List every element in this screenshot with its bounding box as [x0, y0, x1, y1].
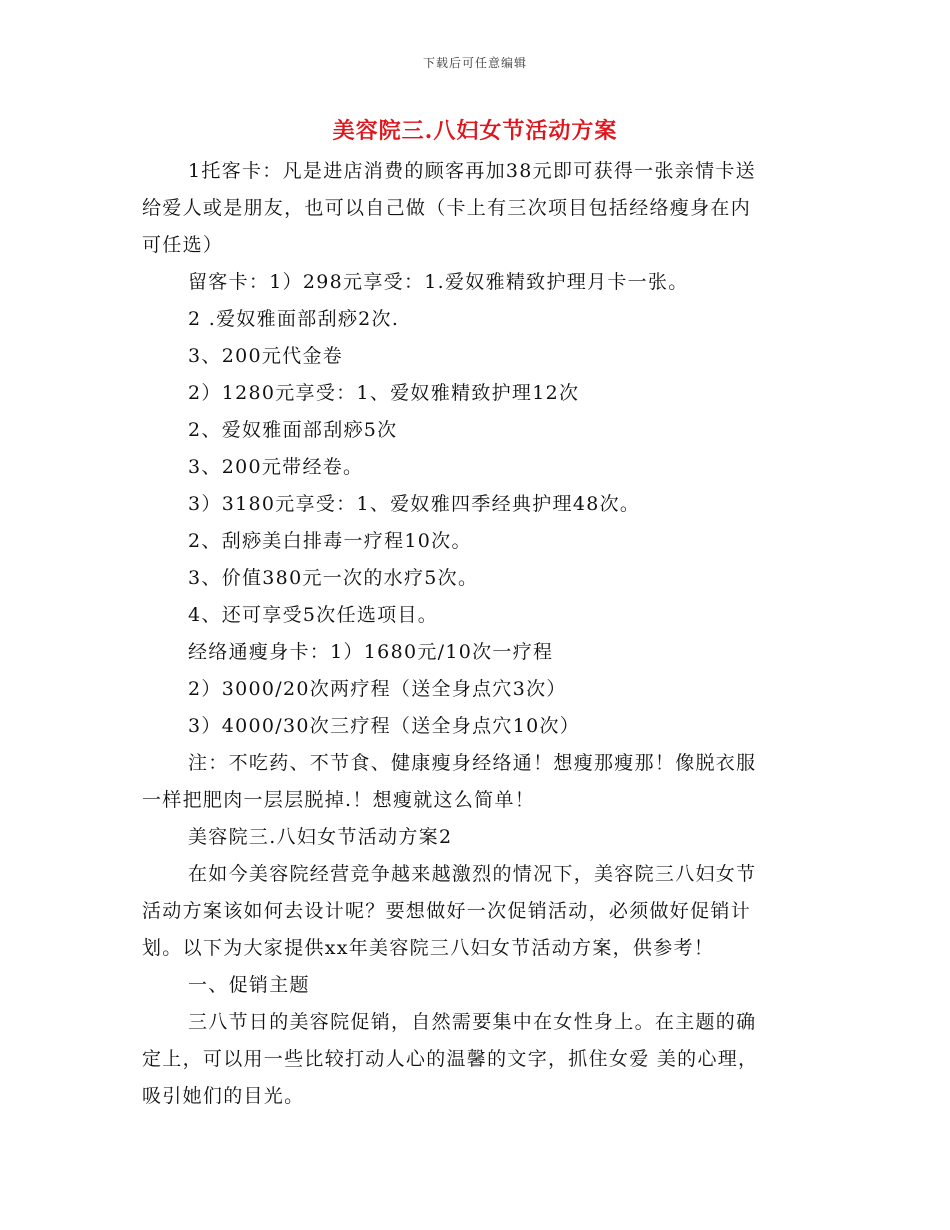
paragraph-item	[142, 597, 807, 634]
paragraph-item	[142, 449, 807, 486]
paragraph-theme	[142, 1004, 807, 1115]
text-line: 定上，可以用一些比较打动人心的温馨的文字，抓住女爱 美的心理，	[142, 1048, 759, 1070]
paragraph-item	[142, 375, 807, 412]
paragraph-subheading	[142, 819, 807, 856]
text-line: 3）4000/30次三疗程（送全身点穴10次）	[188, 715, 581, 737]
text-line: 3）3180元享受：1、爱奴雅四季经典护理48次。	[188, 493, 641, 515]
text-line: 三八节日的美容院促销，自然需要集中在女性身上。在主题的确	[188, 1011, 757, 1033]
text-line: 一样把肥肉一层层脱掉.！想瘦就这么简单！	[142, 789, 536, 811]
text-line: 吸引她们的目光。	[142, 1085, 305, 1107]
text-line: 2）3000/20次两疗程（送全身点穴3次）	[188, 678, 567, 700]
text-line: 活动方案该如何去设计呢？要想做好一次促销活动，必须做好促销计	[142, 900, 752, 922]
text-line: 2、爱奴雅面部刮痧5次	[188, 419, 398, 441]
text-line: 一、促销主题	[188, 974, 310, 996]
text-line: 可任选）	[142, 234, 224, 256]
section-heading	[142, 967, 807, 1004]
paragraph-note	[142, 745, 807, 819]
text-line: 划。以下为大家提供xx年美容院三八妇女节活动方案，供参考！	[142, 937, 715, 959]
text-line: 3、价值380元一次的水疗5次。	[188, 567, 479, 589]
paragraph-item	[142, 301, 807, 338]
paragraph-card-intro	[142, 153, 807, 264]
text-line: 在如今美容院经营竞争越来越激烈的情况下，美容院三八妇女节	[188, 863, 757, 885]
text-line: 1托客卡：凡是进店消费的顾客再加38元即可获得一张亲情卡送	[188, 160, 756, 182]
text-line: 2、刮痧美白排毒一疗程10次。	[188, 530, 472, 552]
text-line: 美容院三.八妇女节活动方案2	[188, 826, 453, 848]
document-title: 美容院三.八妇女节活动方案	[332, 118, 618, 144]
paragraph-intro	[142, 856, 807, 967]
paragraph-item	[142, 338, 807, 375]
header-note: 下载后可任意编辑	[422, 56, 527, 70]
paragraph-retain-card	[142, 264, 807, 301]
document-body	[142, 153, 807, 1115]
text-line: 4、还可享受5次任选项目。	[188, 604, 439, 626]
paragraph-item	[142, 671, 807, 708]
paragraph-item	[142, 634, 807, 671]
text-line: 给爱人或是朋友，也可以自己做（卡上有三次项目包括经络瘦身在内	[142, 197, 752, 219]
text-line: 经络通瘦身卡：1）1680元/10次一疗程	[188, 641, 554, 663]
paragraph-item	[142, 412, 807, 449]
text-line: 3、200元带经卷。	[188, 456, 364, 478]
text-line: 2）1280元享受：1、爱奴雅精致护理12次	[188, 382, 580, 404]
paragraph-item	[142, 708, 807, 745]
paragraph-item	[142, 523, 807, 560]
text-line: 注：不吃药、不节食、健康瘦身经络通！想瘦那瘦那！像脱衣服	[188, 752, 757, 774]
paragraph-item	[142, 486, 807, 523]
text-line: 3、200元代金卷	[188, 345, 344, 367]
text-line: 2 .爱奴雅面部刮痧2次.	[188, 308, 400, 330]
text-line: 留客卡：1）298元享受：1.爱奴雅精致护理月卡一张。	[188, 271, 689, 293]
paragraph-item	[142, 560, 807, 597]
